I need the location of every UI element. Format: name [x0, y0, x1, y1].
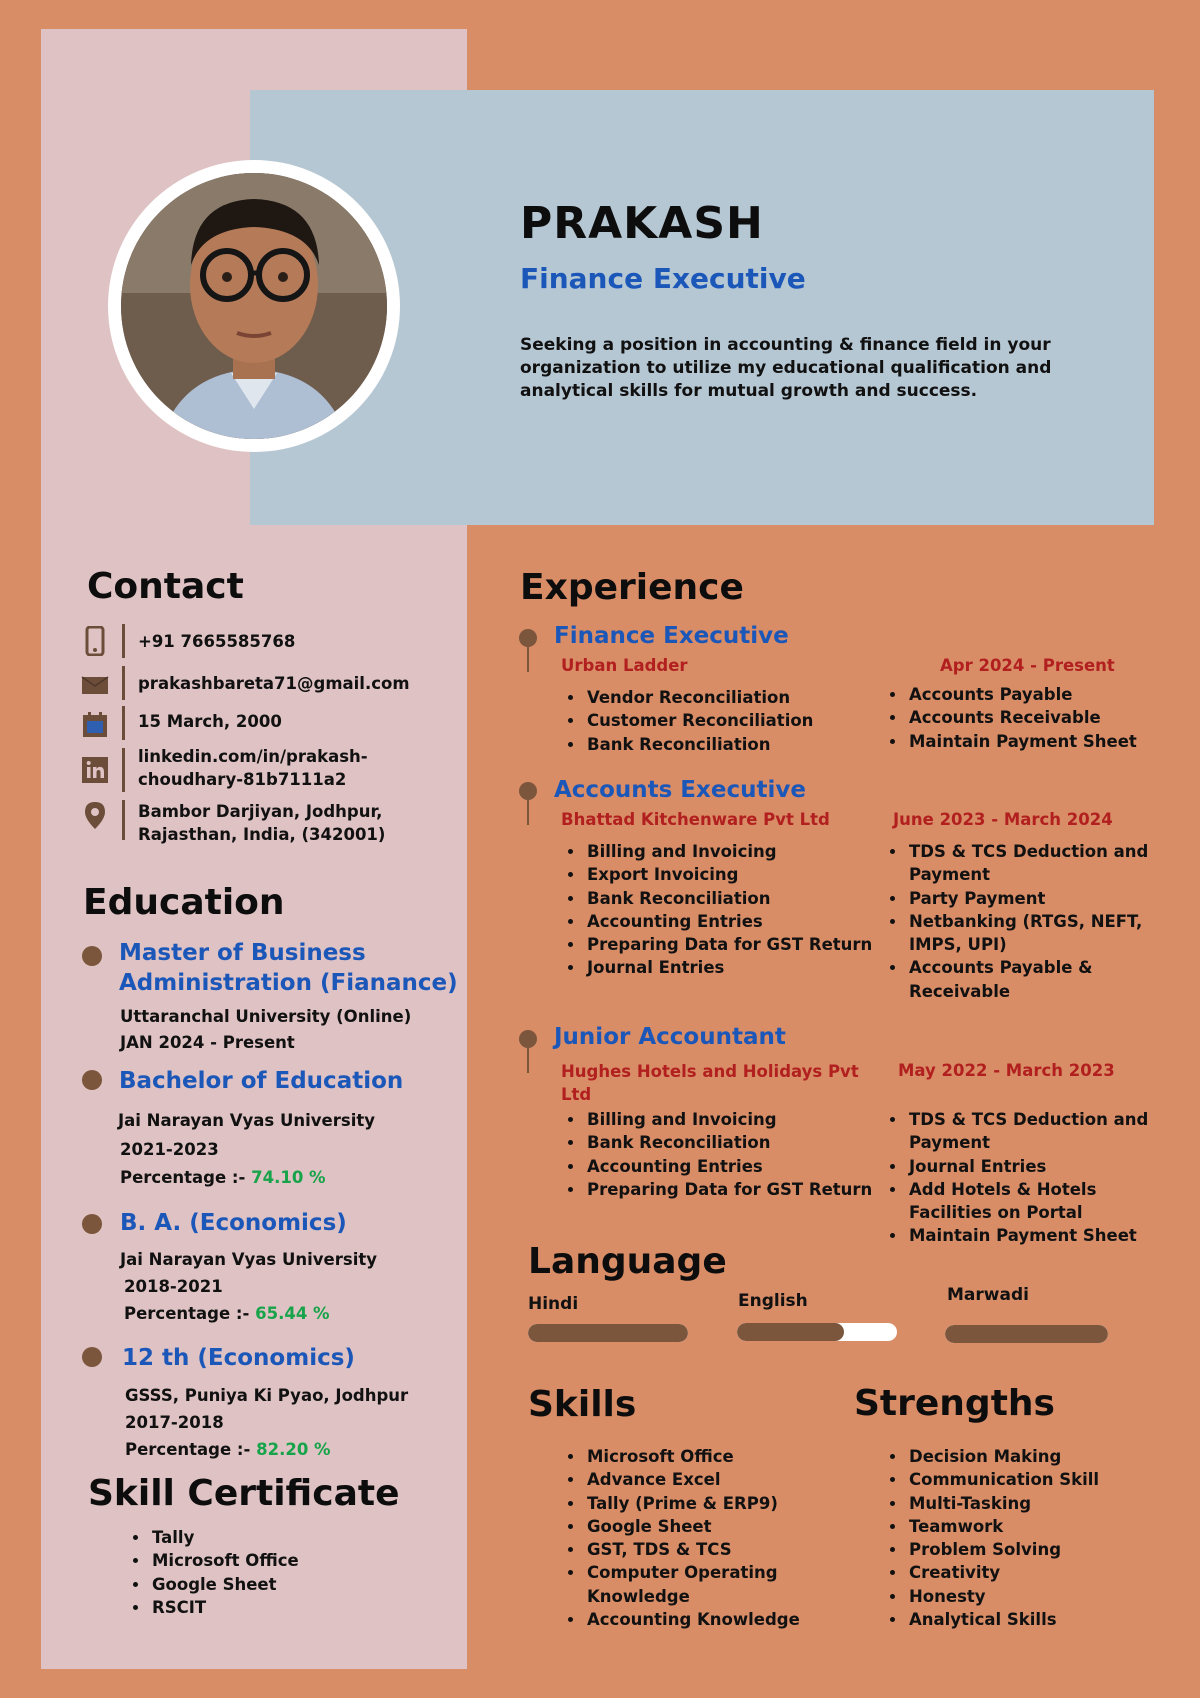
job-duties-right [884, 683, 1177, 753]
linkedin-icon [80, 755, 110, 785]
job-duty: • Export Invoicing [585, 863, 875, 886]
education-school: Jai Narayan Vyas University [120, 1250, 377, 1269]
language-level-fill [945, 1325, 1108, 1343]
education-details [118, 1107, 375, 1193]
profile-photo-illustration [121, 173, 387, 439]
skills-heading: Skills [528, 1384, 637, 1425]
language-level-bar [528, 1324, 688, 1342]
skill-item: • Advance Excel [585, 1468, 875, 1491]
job-duty: • Accounts Payable [907, 683, 1177, 706]
location-pin-icon [80, 800, 110, 830]
strengths-list [884, 1445, 1177, 1631]
job-duty: • Accounting Entries [585, 1155, 875, 1178]
skill-certificate-heading: Skill Certificate [88, 1473, 400, 1514]
job-duty: • Bank Reconciliation [585, 733, 875, 756]
strengths-heading: Strengths [854, 1383, 1055, 1424]
skill-item: • Tally (Prime & ERP9) [585, 1492, 875, 1515]
contact-divider [122, 706, 125, 740]
certificate-item: • RSCIT [150, 1596, 299, 1619]
language-level-bar [737, 1323, 897, 1341]
strength-item: • Problem Solving [907, 1538, 1177, 1561]
job-duty: • Accounts Receivable [907, 706, 1177, 729]
percentage-value: 82.20 % [256, 1440, 331, 1459]
linkedin-line-1: linkedin.com/in/prakash- [138, 747, 368, 766]
percentage-value: 74.10 % [251, 1168, 326, 1187]
strength-item: • Creativity [907, 1561, 1177, 1584]
job-duty: • Preparing Data for GST Return [585, 1178, 875, 1201]
career-summary: Seeking a position in accounting & finance field in your organization to utilize my educational qualification and analytical skills for mutual growth and success. [520, 335, 1052, 401]
strength-item: • Teamwork [907, 1515, 1177, 1538]
education-details [125, 1382, 408, 1463]
job-duty: • Journal Entries [907, 1155, 1177, 1178]
certificate-item: • Microsoft Office [150, 1549, 299, 1572]
degree-line-1: Master of Business [119, 940, 366, 966]
contact-divider [122, 624, 125, 658]
education-bullet-dot [82, 1214, 102, 1234]
contact-address [138, 800, 385, 846]
job-dates: Apr 2024 - Present [940, 656, 1115, 675]
education-years: 2017-2018 [125, 1413, 224, 1432]
education-degree: 12 th (Economics) [122, 1345, 355, 1371]
job-duty: • Accounts Payable & Receivable [907, 956, 1177, 1003]
job-role: Finance Executive [554, 623, 789, 649]
job-duty: • Accounting Entries [585, 910, 875, 933]
education-bullet-dot [82, 1347, 102, 1367]
language-level-fill [737, 1323, 844, 1341]
skill-item: • Google Sheet [585, 1515, 875, 1538]
education-percentage: Percentage :- 74.10 % [120, 1168, 326, 1187]
job-duty: • Maintain Payment Sheet [907, 730, 1177, 753]
education-percentage: Percentage :- 82.20 % [125, 1440, 331, 1459]
job-duty: • Maintain Payment Sheet [907, 1224, 1177, 1247]
job-company: Urban Ladder [561, 656, 688, 675]
percentage-value: 65.44 % [255, 1304, 330, 1323]
strength-item: • Analytical Skills [907, 1608, 1177, 1631]
education-heading: Education [83, 882, 285, 923]
job-duty: • Party Payment [907, 887, 1177, 910]
skill-item: • GST, TDS & TCS [585, 1538, 875, 1561]
email-icon [80, 670, 110, 700]
education-school: GSSS, Puniya Ki Pyao, Jodhpur [125, 1386, 409, 1405]
certificate-list [127, 1526, 299, 1619]
education-degree: Bachelor of Education [119, 1068, 404, 1094]
contact-phone: +91 7665585768 [138, 632, 296, 651]
job-role: Accounts Executive [554, 777, 806, 803]
certificate-item: • Google Sheet [150, 1573, 299, 1596]
skill-item: • Microsoft Office [585, 1445, 875, 1468]
contact-divider [122, 800, 125, 840]
strength-item: • Honesty [907, 1585, 1177, 1608]
job-dates: May 2022 - March 2023 [898, 1061, 1115, 1080]
job-duty: • TDS & TCS Deduction and Payment [907, 840, 1177, 887]
language-level-bar [945, 1325, 1108, 1343]
job-company: Bhattad Kitchenware Pvt Ltd [561, 810, 830, 829]
calendar-icon [80, 710, 110, 740]
job-duty: • Preparing Data for GST Return [585, 933, 875, 956]
language-name: English [738, 1291, 808, 1311]
skill-item: • Accounting Knowledge [585, 1608, 875, 1631]
education-years: 2018-2021 [124, 1277, 223, 1296]
job-dates: June 2023 - March 2024 [893, 810, 1113, 829]
education-details [120, 1246, 377, 1327]
timeline-pin-icon [518, 1029, 538, 1077]
contact-divider [122, 748, 125, 792]
job-duties-left [562, 1108, 875, 1201]
education-school: Uttaranchal University (Online) [120, 1007, 412, 1026]
contact-divider [122, 666, 125, 700]
job-duties-right [884, 840, 1177, 1003]
education-bullet-dot [82, 946, 102, 966]
strength-item: • Multi-Tasking [907, 1492, 1177, 1515]
experience-heading: Experience [520, 567, 744, 608]
job-role: Junior Accountant [554, 1024, 786, 1050]
candidate-name: PRAKASH [520, 198, 764, 249]
contact-email[interactable]: prakashbareta71@gmail.com [138, 674, 410, 693]
education-school: Jai Narayan Vyas University [118, 1111, 375, 1130]
contact-linkedin[interactable] [138, 745, 368, 791]
education-percentage: Percentage :- 65.44 % [124, 1304, 330, 1323]
education-years: 2021-2023 [120, 1139, 219, 1159]
job-duty: • TDS & TCS Deduction and Payment [907, 1108, 1177, 1155]
education-details [120, 1004, 411, 1056]
education-degree [119, 938, 458, 998]
profile-photo [121, 173, 387, 439]
timeline-pin-icon [518, 628, 538, 676]
skill-item: • Computer Operating Knowledge [585, 1561, 875, 1608]
strength-item: • Decision Making [907, 1445, 1177, 1468]
education-years: JAN 2024 - Present [120, 1033, 295, 1052]
phone-icon [80, 626, 110, 656]
language-name: Marwadi [947, 1285, 1029, 1305]
contact-dob: 15 March, 2000 [138, 712, 282, 731]
strength-item: • Communication Skill [907, 1468, 1177, 1491]
job-duty: • Customer Reconciliation [585, 709, 875, 732]
job-duty: • Bank Reconciliation [585, 887, 875, 910]
job-company: Hughes Hotels and Holidays Pvt Ltd [561, 1062, 859, 1104]
candidate-role: Finance Executive [520, 262, 806, 295]
language-level-fill [528, 1324, 688, 1342]
language-heading: Language [528, 1241, 727, 1282]
job-duties-left [562, 686, 875, 756]
job-duties-left [562, 840, 875, 980]
job-duties-right [884, 1108, 1177, 1248]
contact-heading: Contact [87, 566, 244, 607]
education-degree: B. A. (Economics) [120, 1210, 347, 1236]
address-line-2: Rajasthan, India, (342001) [138, 825, 386, 844]
job-duty: • Bank Reconciliation [585, 1131, 875, 1154]
job-duty: • Billing and Invoicing [585, 1108, 875, 1131]
skills-list [562, 1445, 875, 1631]
education-bullet-dot [82, 1070, 102, 1090]
linkedin-line-2: choudhary-81b7111a2 [138, 770, 347, 789]
job-duty: • Vendor Reconciliation [585, 686, 875, 709]
job-duty: • Netbanking (RTGS, NEFT, IMPS, UPI) [907, 910, 1177, 957]
job-duty: • Add Hotels & Hotels Facilities on Portal [907, 1178, 1177, 1225]
degree-line-2: Administration (Fianance) [119, 970, 458, 996]
address-line-1: Bambor Darjiyan, Jodhpur, [138, 802, 383, 821]
job-duty: • Billing and Invoicing [585, 840, 875, 863]
job-duty: • Journal Entries [585, 956, 875, 979]
certificate-item: • Tally [150, 1526, 299, 1549]
timeline-pin-icon [518, 781, 538, 829]
language-name: Hindi [528, 1294, 579, 1314]
